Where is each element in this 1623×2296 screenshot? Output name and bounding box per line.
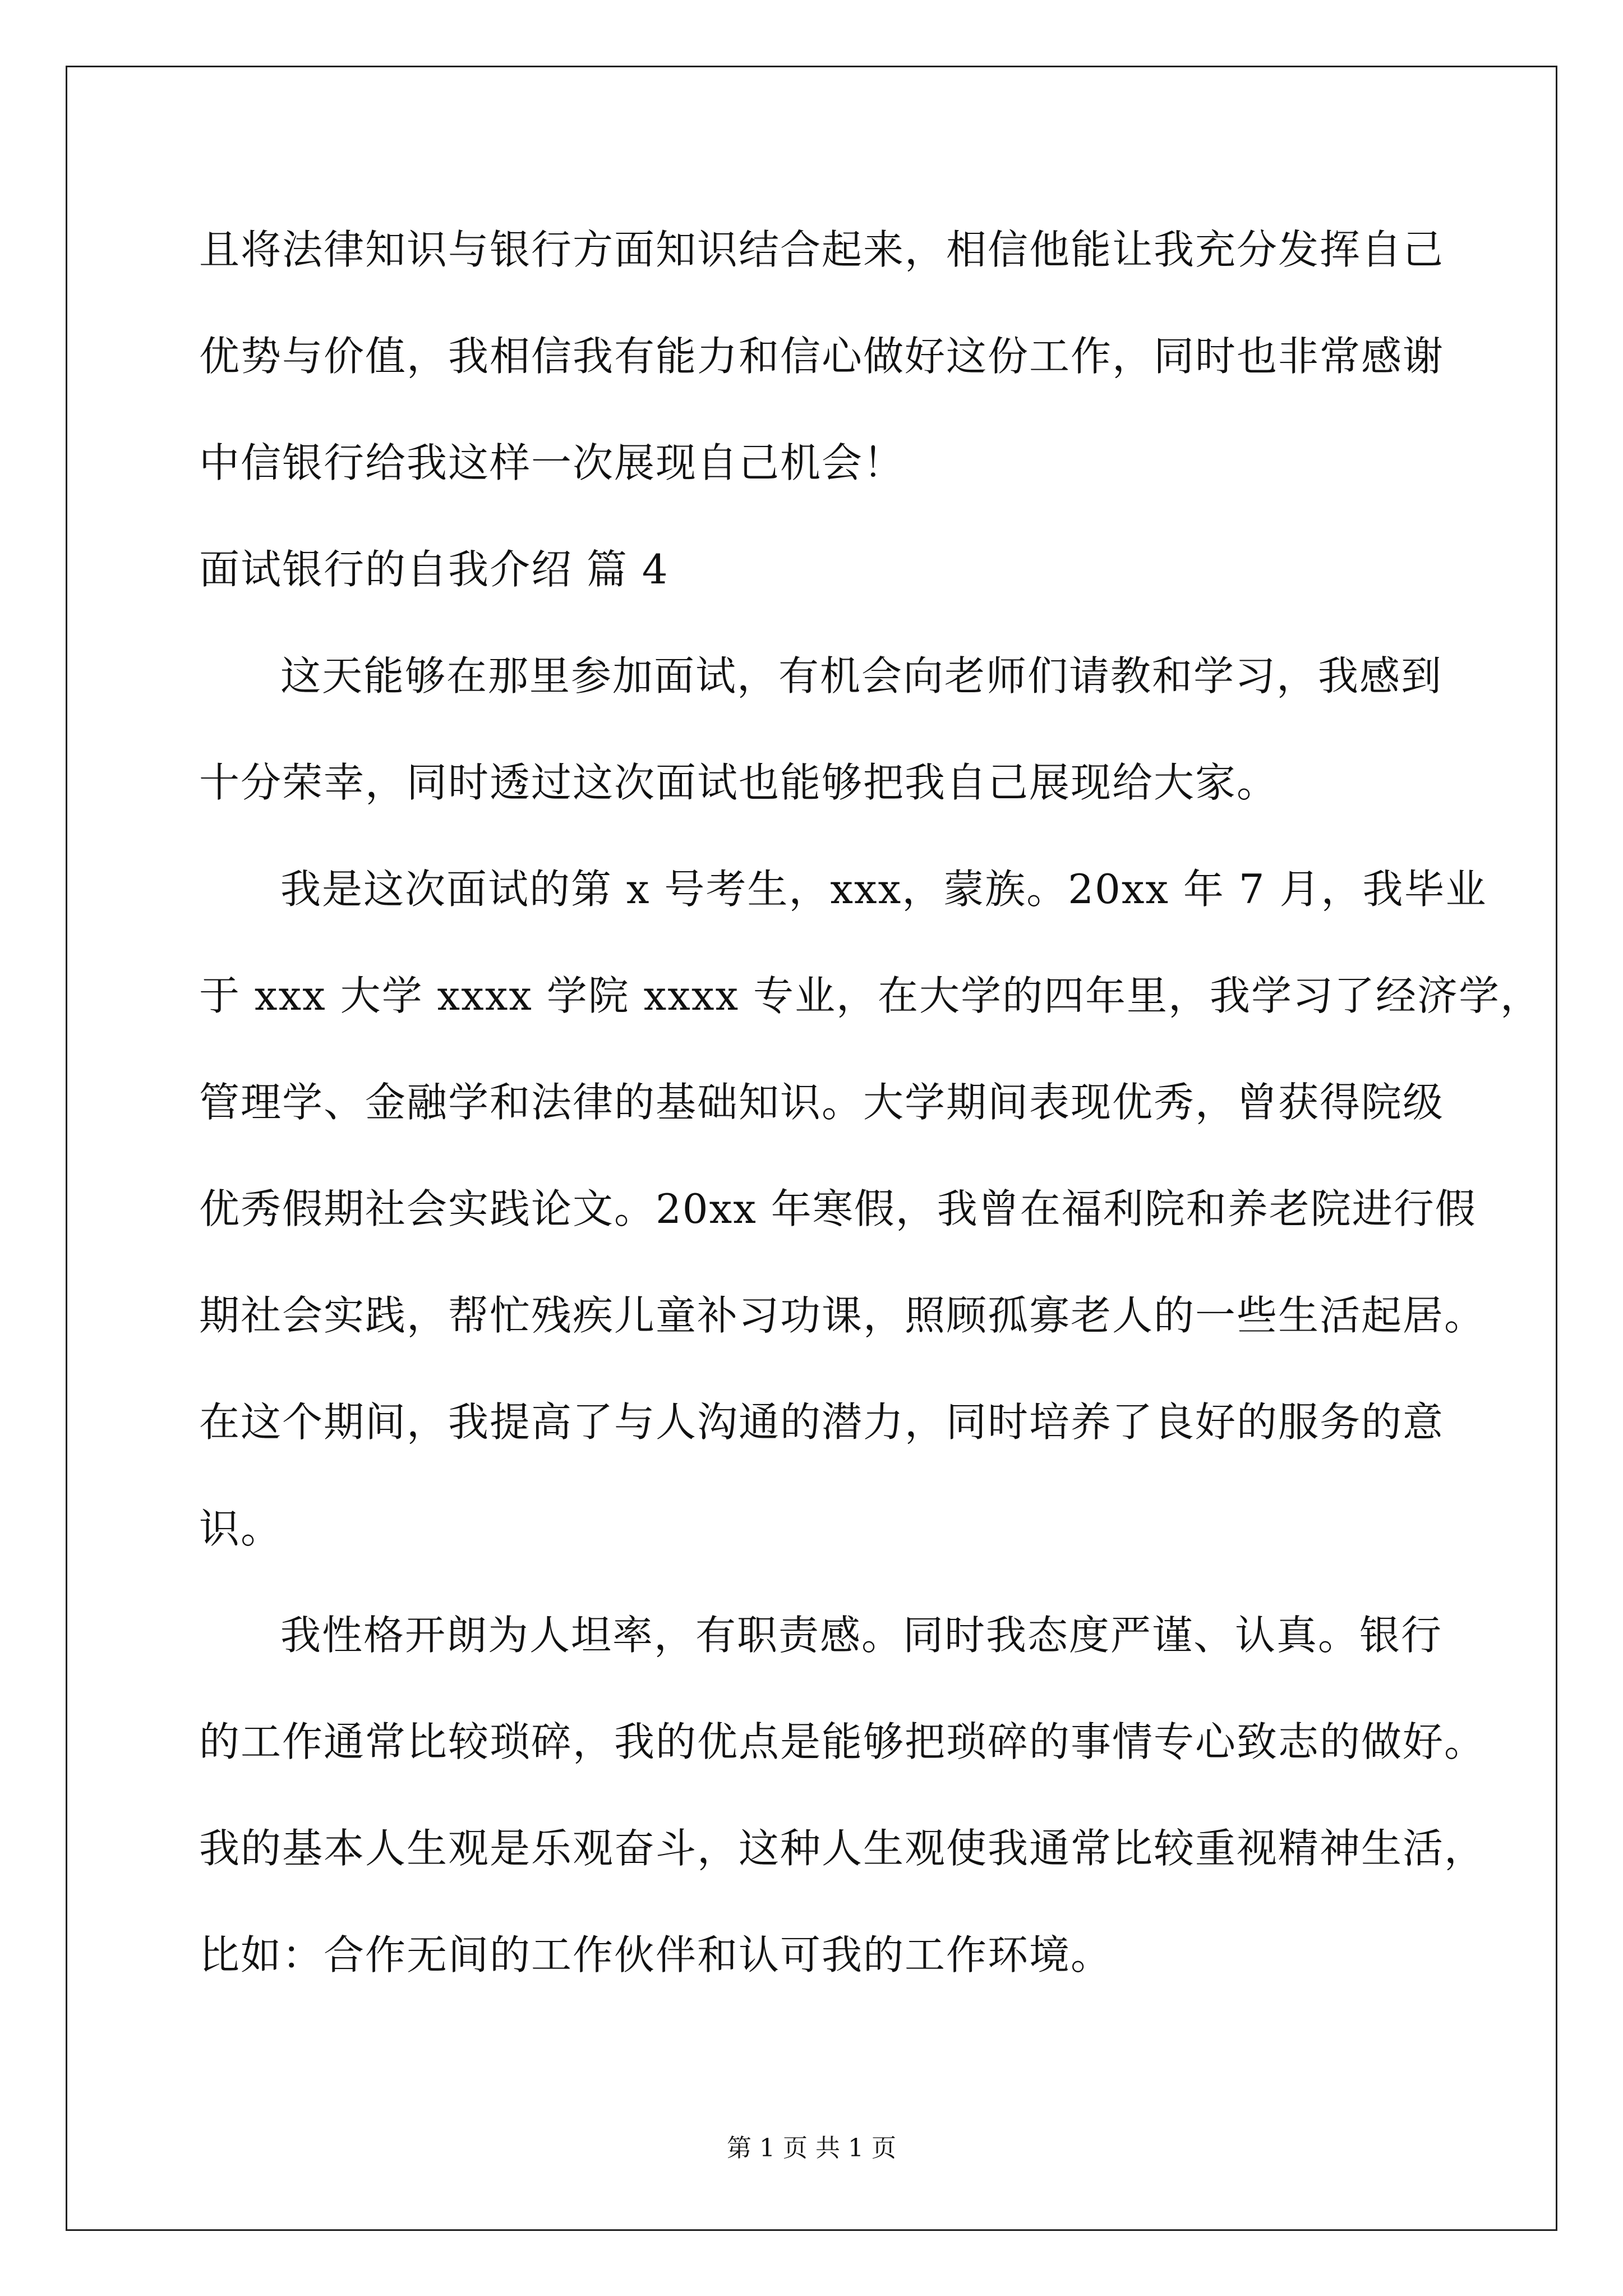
body-line: 十分荣幸，同时透过这次面试也能够把我自己展现给大家。	[199, 759, 1279, 806]
page-footer: 第 1 页 共 1 页	[727, 2134, 896, 2162]
body-line: 中信银行给我这样一次展现自己机会！	[199, 439, 905, 486]
body-line: 的工作通常比较琐碎，我的优点是能够把琐碎的事情专心致志的做好。	[199, 1718, 1486, 1765]
body-line: 期社会实践，帮忙残疾儿童补习功课，照顾孤寡老人的一些生活起居。	[199, 1292, 1486, 1339]
body-line: 管理学、金融学和法律的基础知识。大学期间表现优秀，曾获得院级	[199, 1079, 1445, 1126]
body-line: 我的基本人生观是乐观奋斗，这种人生观使我通常比较重视精神生活，	[199, 1825, 1486, 1872]
body-line: 优秀假期社会实践论文。20xx 年寒假，我曾在福利院和养老院进行假	[199, 1185, 1477, 1232]
body-line: 在这个期间，我提高了与人沟通的潜力，同时培养了良好的服务的意	[199, 1398, 1445, 1446]
body-line: 于 xxx 大学 xxxx 学院 xxxx 专业，在大学的四年里，我学习了经济学，	[199, 972, 1542, 1019]
body-line: 且将法律知识与银行方面知识结合起来，相信他能让我充分发挥自己	[199, 226, 1445, 273]
body-line: 优势与价值，我相信我有能力和信心做好这份工作，同时也非常感谢	[199, 333, 1445, 380]
body-line: 这天能够在那里参加面试，有机会向老师们请教和学习，我感到	[280, 652, 1443, 700]
page-border	[66, 66, 1557, 2231]
body-line: 我是这次面试的第 x 号考生，xxx，蒙族。20xx 年 7 月，我毕业	[280, 866, 1487, 913]
body-line: 比如：合作无间的工作伙伴和认可我的工作环境。	[199, 1931, 1113, 1978]
body-line: 我性格开朗为人坦率，有职责感。同时我态度严谨、认真。银行	[280, 1612, 1443, 1659]
body-line: 识。	[199, 1505, 283, 1552]
section-title: 面试银行的自我介绍 篇 4	[199, 546, 669, 593]
